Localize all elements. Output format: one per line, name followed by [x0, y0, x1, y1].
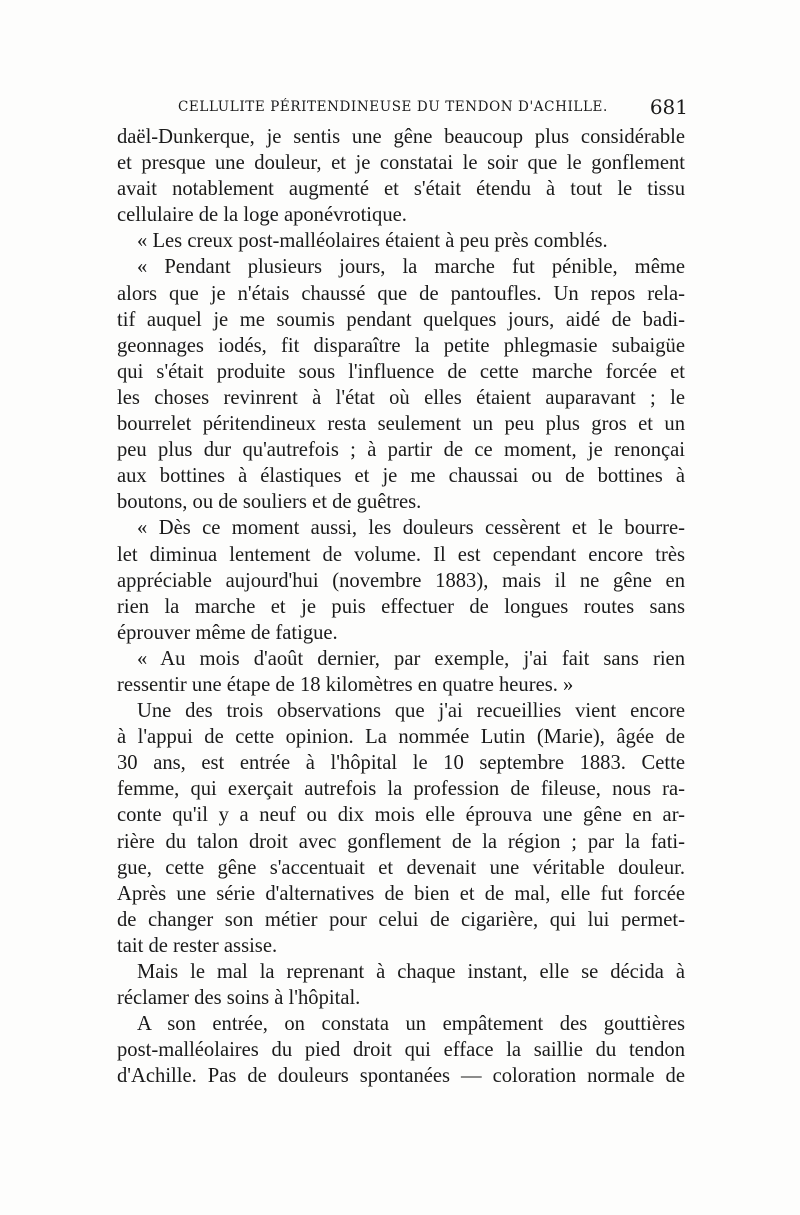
text-line: gue, cette gêne s'accentuait et devenait une véritable douleur.	[117, 856, 685, 879]
page-header	[178, 95, 688, 123]
text-line: avait notablement augmenté et s'était étendu à tout le tissu	[117, 178, 685, 201]
text-line: appréciable aujourd'hui (novembre 1883), mais il ne gêne en	[117, 569, 685, 592]
text-line: et presque une douleur, et je constatai le soir que le gonflement	[117, 152, 685, 175]
text-line: cellulaire de la loge aponévrotique.	[117, 204, 407, 227]
text-line: alors que je n'étais chaussé que de pantoufles. Un repos rela-	[117, 282, 685, 305]
page-number: 681	[649, 95, 688, 119]
text-line: Une des trois observations que j'ai recueillies vient encore	[137, 700, 685, 723]
text-line: à l'appui de cette opinion. La nommée Lutin (Marie), âgée de	[117, 726, 685, 749]
text-line: éprouver même de fatigue.	[117, 621, 338, 644]
text-line: « Pendant plusieurs jours, la marche fut pénible, même	[137, 256, 685, 279]
text-line: tif auquel je me soumis pendant quelques jours, aidé de badi-	[117, 308, 685, 331]
text-line: post-malléolaires du pied droit qui efface la saillie du tendon	[117, 1039, 685, 1062]
text-line: let diminua lentement de volume. Il est cependant encore très	[117, 543, 685, 566]
text-line: « Les creux post-malléolaires étaient à peu près comblés.	[137, 230, 608, 253]
text-line: conte qu'il y a neuf ou dix mois elle éprouva une gêne en ar-	[117, 804, 685, 827]
text-line: rien la marche et je puis effectuer de longues routes sans	[117, 595, 685, 618]
text-line: femme, qui exerçait autrefois la profession de fileuse, nous ra-	[117, 778, 685, 801]
text-line: de changer son métier pour celui de cigarière, qui lui permet-	[117, 908, 685, 931]
text-line: les choses revinrent à l'état où elles étaient auparavant ; le	[117, 386, 685, 409]
text-line: daël-Dunkerque, je sentis une gêne beaucoup plus considérable	[117, 126, 685, 148]
text-line: A son entrée, on constata un empâtement des gouttières	[137, 1013, 685, 1036]
text-line: « Au mois d'août dernier, par exemple, j'ai fait sans rien	[137, 647, 685, 670]
text-line: 30 ans, est entrée à l'hôpital le 10 septembre 1883. Cette	[117, 752, 685, 775]
text-line: boutons, ou de souliers et de guêtres.	[117, 491, 422, 514]
text-line: rière du talon droit avec gonflement de la région ; par la fati-	[117, 830, 685, 853]
text-line: réclamer des soins à l'hôpital.	[117, 987, 361, 1010]
text-line: tait de rester assise.	[117, 934, 278, 957]
text-line: qui s'était produite sous l'influence de cette marche forcée et	[117, 360, 685, 383]
text-line: Après une série d'alternatives de bien et de mal, elle fut forcée	[117, 882, 685, 905]
text-line: d'Achille. Pas de douleurs spontanées — coloration normale de	[117, 1065, 685, 1088]
body-text	[117, 124, 685, 1089]
running-title: CELLULITE PÉRITENDINEUSE DU TENDON D'ACHILLE.	[178, 99, 608, 115]
text-line: aux bottines à élastiques et je me chaussai ou de bottines à	[117, 465, 685, 488]
text-line: Mais le mal la reprenant à chaque instant, elle se décida à	[137, 961, 685, 983]
text-line: geonnages iodés, fit disparaître la petite phlegmasie subaigüe	[117, 334, 685, 357]
text-line: bourrelet péritendineux resta seulement un peu plus gros et un	[117, 413, 685, 436]
text-line: « Dès ce moment aussi, les douleurs cessèrent et le bourre-	[137, 517, 685, 540]
text-line: ressentir une étape de 18 kilomètres en quatre heures. »	[117, 673, 574, 696]
text-line: peu plus dur qu'autrefois ; à partir de ce moment, je renonçai	[117, 439, 685, 462]
